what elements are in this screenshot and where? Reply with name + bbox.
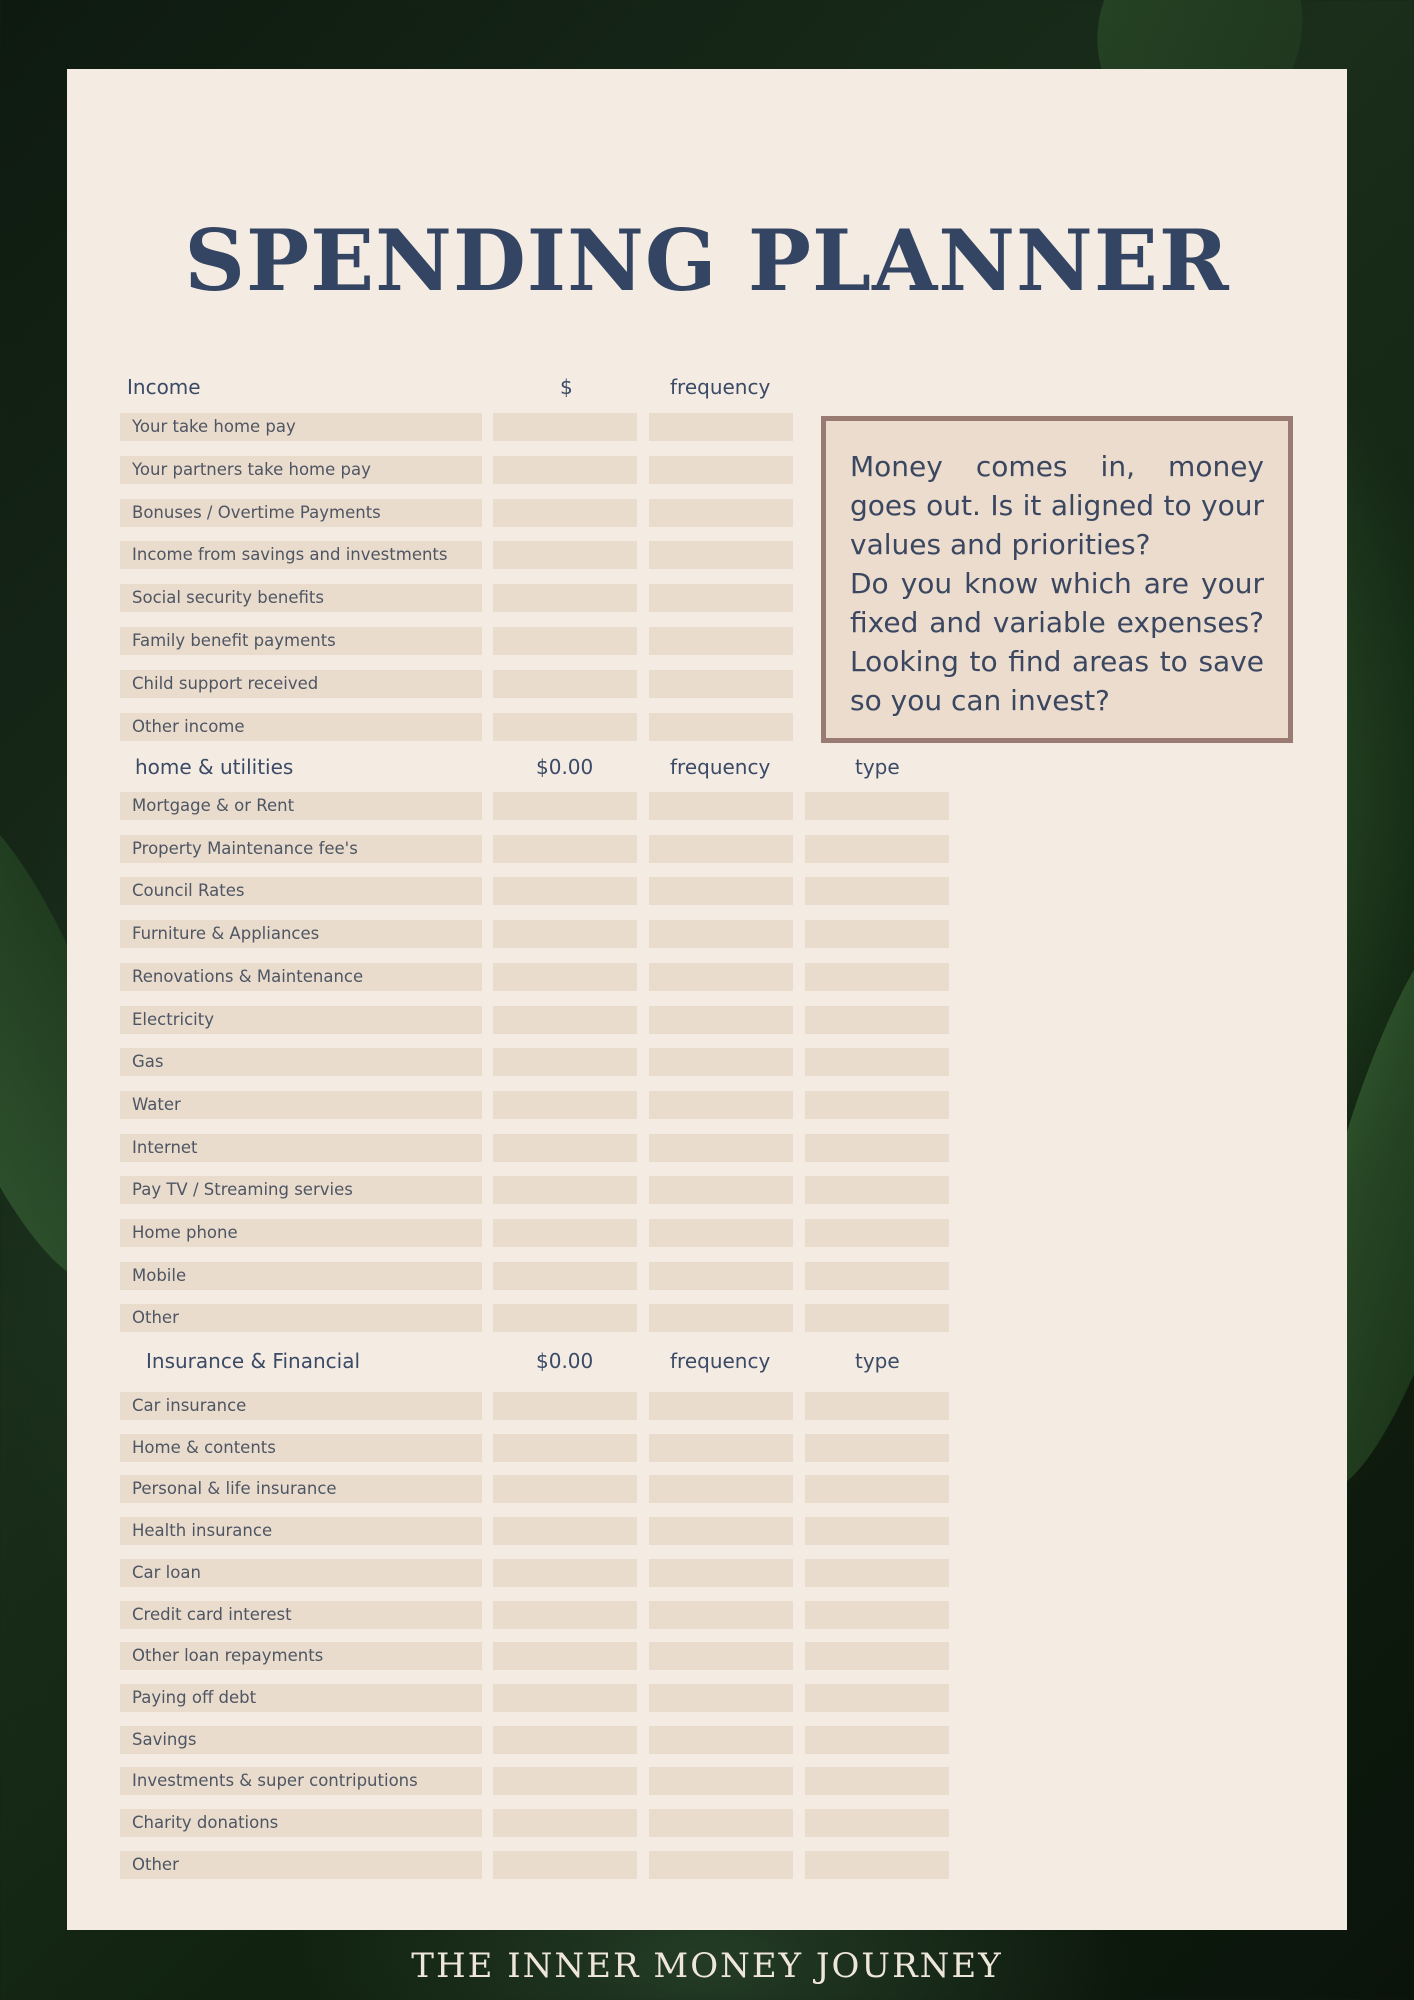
insurance-amount-field[interactable]	[493, 1684, 637, 1712]
insurance-item-label: Investments & super contriputions	[132, 1771, 418, 1791]
income-amount-field[interactable]	[493, 713, 637, 741]
insurance-item-label: Home & contents	[132, 1437, 276, 1457]
home-type-field[interactable]	[805, 1176, 949, 1204]
home-amount-field[interactable]	[493, 1048, 637, 1076]
page-title: SPENDING PLANNER	[184, 211, 1230, 310]
income-label-cell	[120, 413, 482, 441]
home-item-label: Mobile	[132, 1265, 187, 1285]
income-amount-field[interactable]	[493, 456, 637, 484]
insurance-item-label: Car insurance	[132, 1396, 247, 1415]
home-amount-field[interactable]	[493, 1006, 637, 1034]
insurance-amount-field[interactable]	[493, 1809, 637, 1837]
insurance-amount-field[interactable]	[493, 1559, 637, 1587]
home-frequency-field[interactable]	[649, 835, 793, 863]
insurance-frequency-field[interactable]	[649, 1559, 793, 1587]
home-type-field[interactable]	[805, 1048, 949, 1076]
insurance-frequency-field[interactable]	[649, 1767, 793, 1795]
planner-sheet	[67, 69, 1347, 1930]
income-label-cell	[120, 541, 482, 569]
insurance-frequency-field[interactable]	[649, 1392, 793, 1420]
insurance-item-label: Car loan	[132, 1562, 201, 1582]
income-frequency-header: frequency	[670, 375, 771, 399]
income-frequency-field[interactable]	[649, 584, 793, 612]
insurance-header: Insurance & Financial	[146, 1349, 361, 1373]
insurance-frequency-field[interactable]	[649, 1684, 793, 1712]
insurance-item-label: Personal & life insurance	[132, 1479, 337, 1499]
home-item-label: Electricity	[132, 1009, 214, 1029]
home-frequency-field[interactable]	[649, 1304, 793, 1332]
income-label-cell	[120, 584, 482, 612]
insurance-amount-field[interactable]	[493, 1767, 637, 1795]
home-frequency-field[interactable]	[649, 1176, 793, 1204]
income-item-label: Your partners take home pay	[132, 459, 371, 479]
home-type-field[interactable]	[805, 877, 949, 905]
home-type-field[interactable]	[805, 920, 949, 948]
insurance-label-cell	[120, 1475, 482, 1503]
note-text-1: Money comes in, money goes out. Is it aligned to your values and priorities?	[850, 450, 1264, 561]
insurance-frequency-field[interactable]	[649, 1601, 793, 1629]
income-amount-field[interactable]	[493, 413, 637, 441]
income-frequency-field[interactable]	[649, 713, 793, 741]
home-amount-field[interactable]	[493, 877, 637, 905]
home-amount-field[interactable]	[493, 1176, 637, 1204]
home-label-cell	[120, 1304, 482, 1332]
insurance-label-cell	[120, 1726, 482, 1754]
income-item-label: Other income	[132, 716, 245, 736]
insurance-type-field[interactable]	[805, 1434, 949, 1462]
note-text-2: Do you know which are your fixed and variable expenses? Looking to find areas to save so you can invest?	[850, 567, 1264, 717]
home-item-label: Property Maintenance fee's	[132, 838, 358, 858]
income-label-cell	[120, 456, 482, 484]
insurance-label-cell	[120, 1809, 482, 1837]
home-frequency-field[interactable]	[649, 877, 793, 905]
insurance-label-cell	[120, 1559, 482, 1587]
insurance-frequency-field[interactable]	[649, 1726, 793, 1754]
home-header: home & utilities	[135, 755, 294, 779]
insurance-type-field[interactable]	[805, 1684, 949, 1712]
insurance-type-field[interactable]	[805, 1559, 949, 1587]
income-label-cell	[120, 670, 482, 698]
home-amount-field[interactable]	[493, 835, 637, 863]
insurance-label-cell	[120, 1601, 482, 1629]
home-item-label: Renovations & Maintenance	[132, 966, 364, 986]
income-frequency-field[interactable]	[649, 541, 793, 569]
home-item-label: Other	[132, 1308, 179, 1328]
income-item-label: Social security benefits	[132, 588, 324, 608]
home-amount-header: $0.00	[536, 755, 594, 779]
income-amount-header: $	[560, 375, 573, 399]
insurance-type-field[interactable]	[805, 1517, 949, 1545]
home-label-cell	[120, 1048, 482, 1076]
insurance-label-cell	[120, 1434, 482, 1462]
income-label-cell	[120, 713, 482, 741]
insurance-type-field[interactable]	[805, 1851, 949, 1879]
income-amount-field[interactable]	[493, 627, 637, 655]
income-item-label: Income from savings and investments	[132, 545, 448, 565]
home-type-field[interactable]	[805, 1262, 949, 1290]
home-type-field[interactable]	[805, 1219, 949, 1247]
home-frequency-field[interactable]	[649, 1006, 793, 1034]
insurance-amount-header: $0.00	[536, 1349, 594, 1373]
home-label-cell	[120, 1219, 482, 1247]
home-label-cell	[120, 1176, 482, 1204]
insurance-amount-field[interactable]	[493, 1392, 637, 1420]
income-item-label: Family benefit payments	[132, 631, 336, 650]
home-frequency-header: frequency	[670, 755, 771, 779]
insurance-label-cell	[120, 1684, 482, 1712]
reflection-note	[821, 416, 1293, 743]
home-item-label: Water	[132, 1094, 181, 1114]
insurance-type-field[interactable]	[805, 1642, 949, 1670]
insurance-frequency-field[interactable]	[649, 1475, 793, 1503]
insurance-amount-field[interactable]	[493, 1517, 637, 1545]
insurance-item-label: Charity donations	[132, 1813, 279, 1832]
home-item-label: Furniture & Appliances	[132, 924, 320, 944]
income-label-cell	[120, 499, 482, 527]
insurance-type-field[interactable]	[805, 1726, 949, 1754]
home-amount-field[interactable]	[493, 1262, 637, 1290]
insurance-type-header: type	[855, 1349, 900, 1373]
home-item-label: Internet	[132, 1137, 198, 1157]
home-amount-field[interactable]	[493, 1091, 637, 1119]
income-amount-field[interactable]	[493, 499, 637, 527]
insurance-item-label: Health insurance	[132, 1521, 273, 1541]
income-frequency-field[interactable]	[649, 456, 793, 484]
insurance-frequency-field[interactable]	[649, 1851, 793, 1879]
home-label-cell	[120, 920, 482, 948]
home-amount-field[interactable]	[493, 920, 637, 948]
insurance-amount-field[interactable]	[493, 1475, 637, 1503]
insurance-frequency-field[interactable]	[649, 1434, 793, 1462]
insurance-item-label: Other	[132, 1854, 179, 1874]
home-label-cell	[120, 835, 482, 863]
income-header: Income	[127, 375, 201, 399]
insurance-item-label: Paying off debt	[132, 1687, 257, 1707]
insurance-item-label: Savings	[132, 1729, 197, 1749]
insurance-item-label: Credit card interest	[132, 1604, 292, 1624]
insurance-label-cell	[120, 1767, 482, 1795]
insurance-label-cell	[120, 1392, 482, 1420]
home-item-label: Gas	[132, 1052, 164, 1072]
insurance-amount-field[interactable]	[493, 1851, 637, 1879]
home-label-cell	[120, 1134, 482, 1162]
insurance-item-label: Other loan repayments	[132, 1646, 324, 1666]
insurance-label-cell	[120, 1642, 482, 1670]
income-amount-field[interactable]	[493, 541, 637, 569]
insurance-amount-field[interactable]	[493, 1642, 637, 1670]
insurance-frequency-field[interactable]	[649, 1517, 793, 1545]
home-amount-field[interactable]	[493, 1304, 637, 1332]
home-label-cell	[120, 792, 482, 820]
home-frequency-field[interactable]	[649, 1048, 793, 1076]
income-item-label: Your take home pay	[132, 417, 296, 436]
insurance-amount-field[interactable]	[493, 1434, 637, 1462]
home-amount-field[interactable]	[493, 1219, 637, 1247]
home-type-field[interactable]	[805, 792, 949, 820]
home-type-field[interactable]	[805, 1006, 949, 1034]
home-amount-field[interactable]	[493, 792, 637, 820]
home-frequency-field[interactable]	[649, 1219, 793, 1247]
insurance-type-field[interactable]	[805, 1475, 949, 1503]
income-frequency-field[interactable]	[649, 627, 793, 655]
home-label-cell	[120, 1006, 482, 1034]
home-item-label: Mortgage & or Rent	[132, 796, 295, 815]
insurance-label-cell	[120, 1851, 482, 1879]
income-frequency-field[interactable]	[649, 499, 793, 527]
home-item-label: Council Rates	[132, 881, 245, 901]
insurance-amount-field[interactable]	[493, 1726, 637, 1754]
home-item-label: Pay TV / Streaming servies	[132, 1180, 353, 1200]
insurance-type-field[interactable]	[805, 1392, 949, 1420]
income-amount-field[interactable]	[493, 670, 637, 698]
insurance-type-field[interactable]	[805, 1809, 949, 1837]
insurance-frequency-field[interactable]	[649, 1642, 793, 1670]
brand-footer: THE INNER MONEY JOURNEY	[411, 1946, 1003, 1986]
home-type-header: type	[855, 755, 900, 779]
insurance-type-field[interactable]	[805, 1767, 949, 1795]
insurance-frequency-field[interactable]	[649, 1809, 793, 1837]
income-item-label: Bonuses / Overtime Payments	[132, 502, 381, 522]
home-frequency-field[interactable]	[649, 792, 793, 820]
home-amount-field[interactable]	[493, 1134, 637, 1162]
insurance-label-cell	[120, 1517, 482, 1545]
home-label-cell	[120, 1262, 482, 1290]
home-label-cell	[120, 1091, 482, 1119]
home-frequency-field[interactable]	[649, 1262, 793, 1290]
income-amount-field[interactable]	[493, 584, 637, 612]
insurance-type-field[interactable]	[805, 1601, 949, 1629]
insurance-frequency-header: frequency	[670, 1349, 771, 1373]
income-frequency-field[interactable]	[649, 670, 793, 698]
income-frequency-field[interactable]	[649, 413, 793, 441]
home-type-field[interactable]	[805, 835, 949, 863]
home-type-field[interactable]	[805, 1091, 949, 1119]
home-frequency-field[interactable]	[649, 963, 793, 991]
home-type-field[interactable]	[805, 963, 949, 991]
home-label-cell	[120, 877, 482, 905]
home-type-field[interactable]	[805, 1134, 949, 1162]
income-item-label: Child support received	[132, 673, 319, 693]
home-frequency-field[interactable]	[649, 1134, 793, 1162]
home-type-field[interactable]	[805, 1304, 949, 1332]
income-label-cell	[120, 627, 482, 655]
home-item-label: Home phone	[132, 1223, 238, 1242]
home-label-cell	[120, 963, 482, 991]
insurance-amount-field[interactable]	[493, 1601, 637, 1629]
home-frequency-field[interactable]	[649, 1091, 793, 1119]
home-frequency-field[interactable]	[649, 920, 793, 948]
home-amount-field[interactable]	[493, 963, 637, 991]
